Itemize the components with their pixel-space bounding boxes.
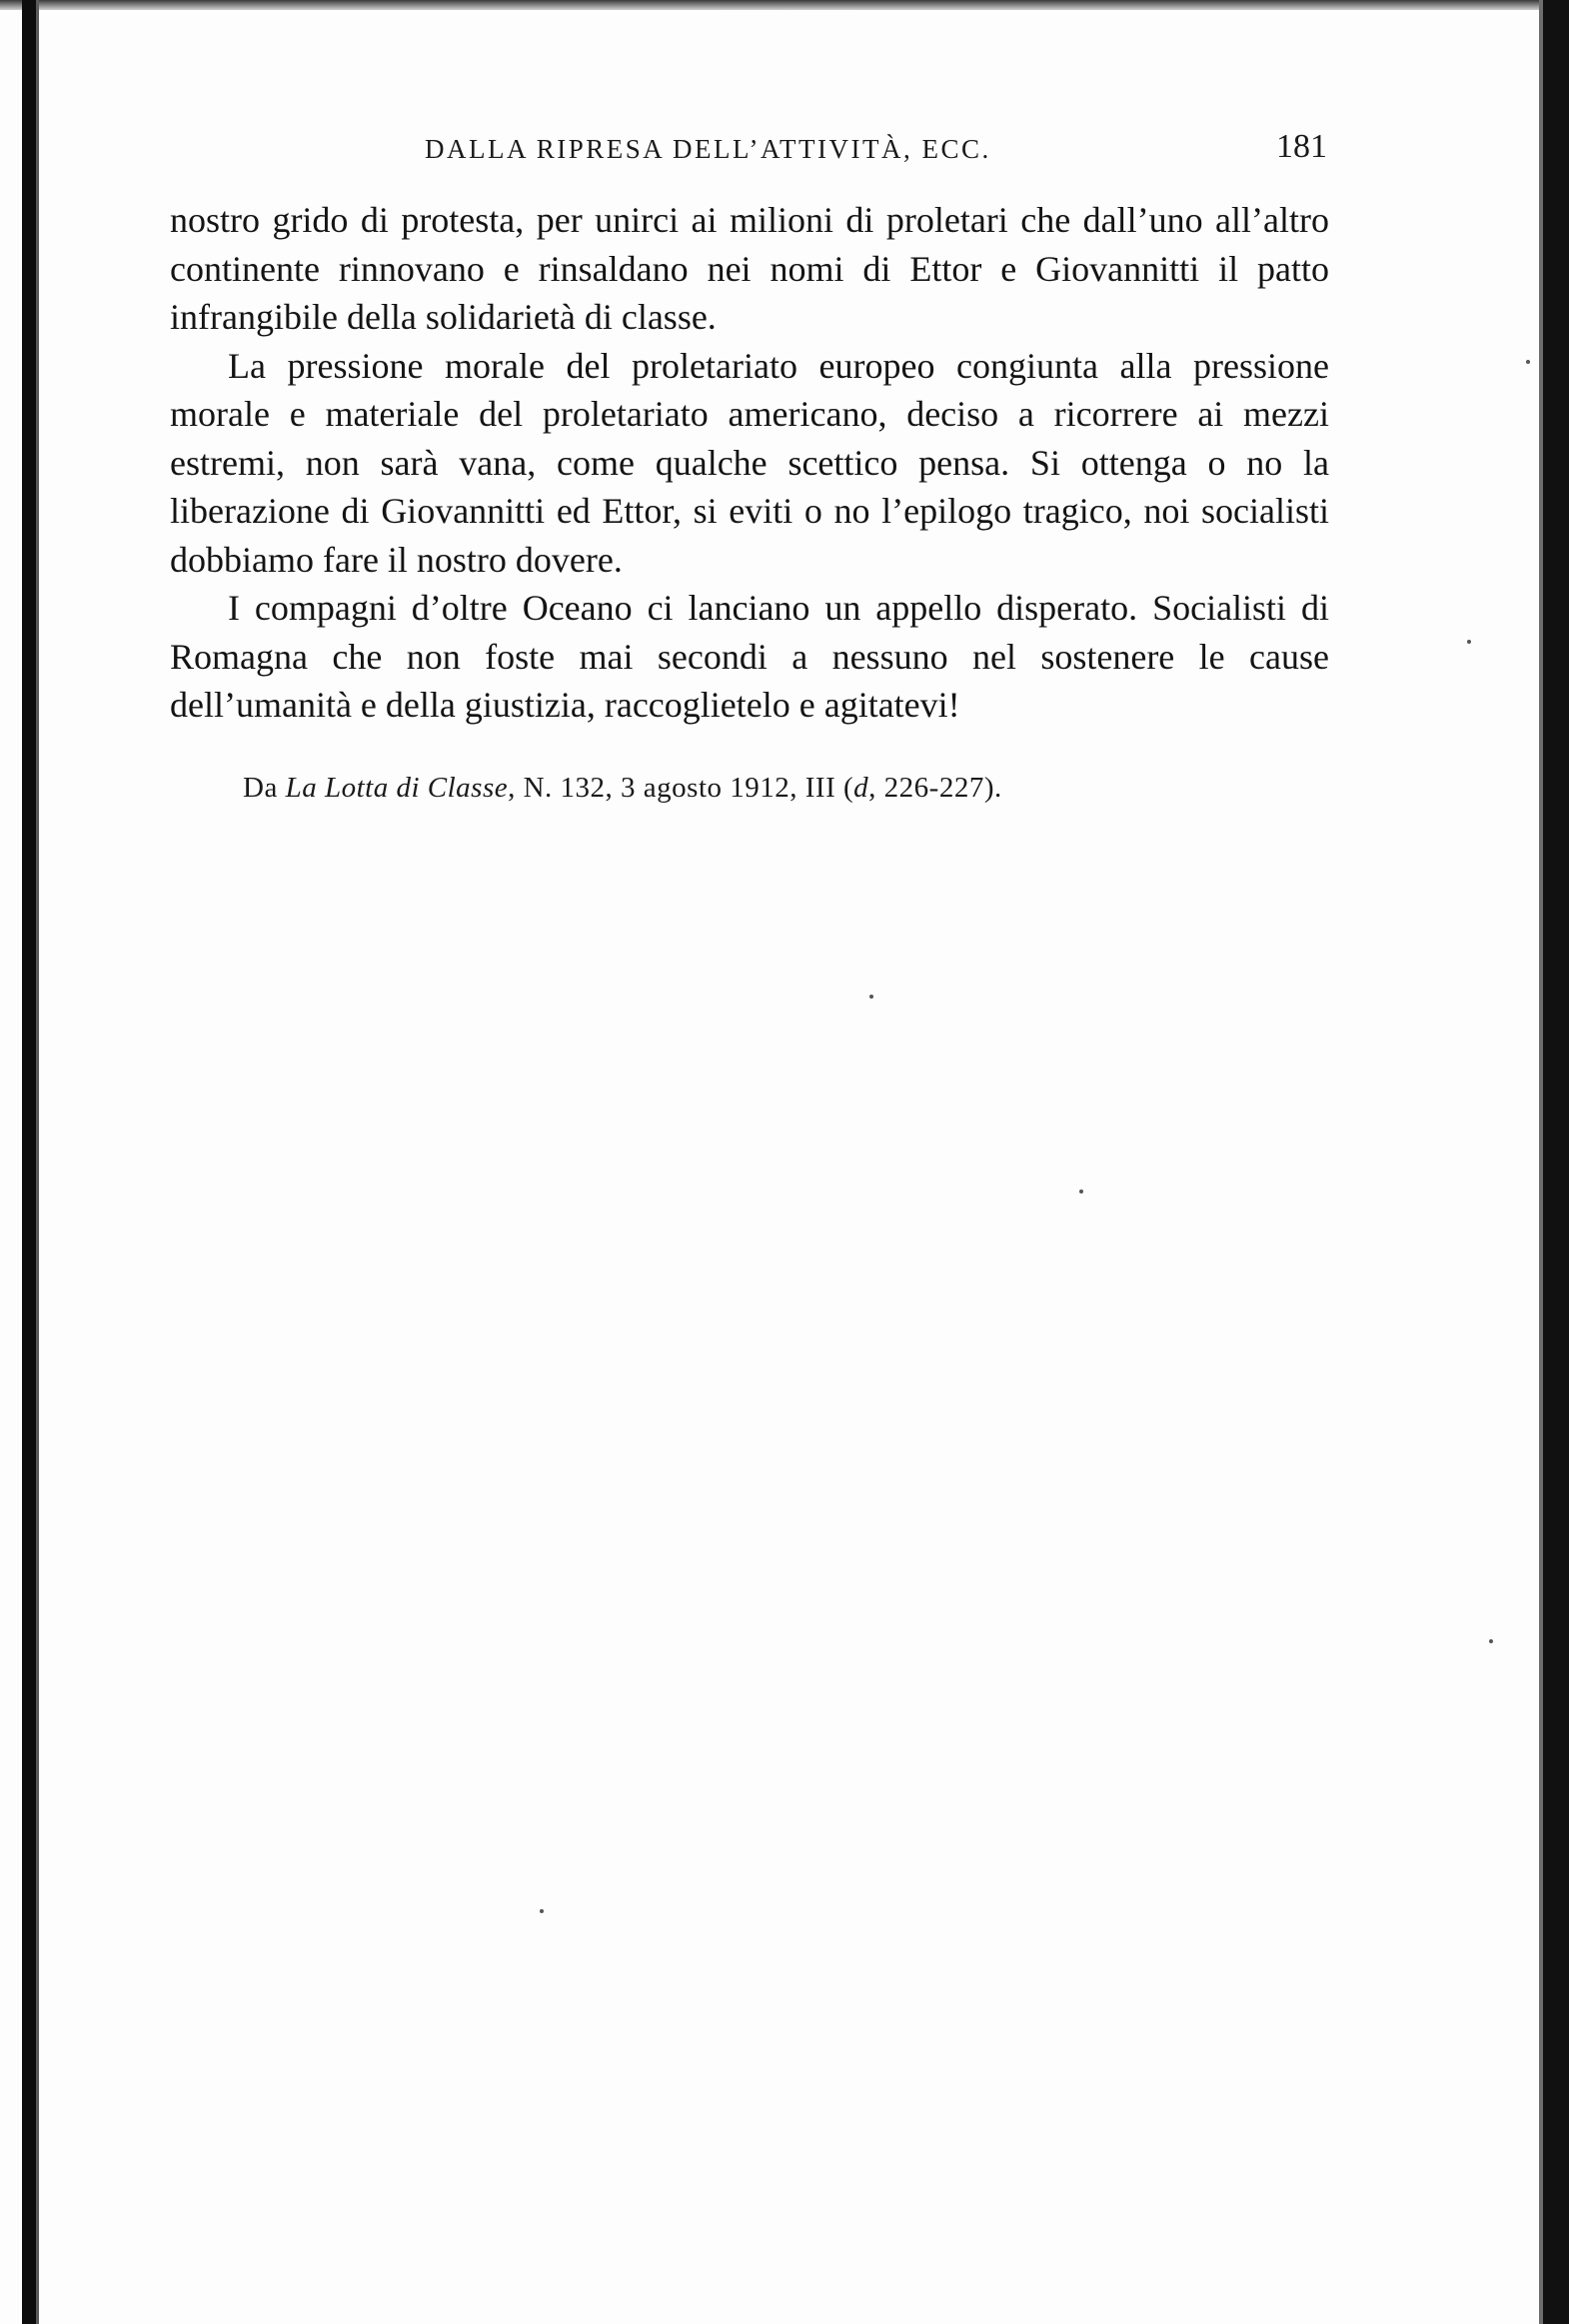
paragraph: nostro grido di protesta, per unirci ai milioni di proletari che dall’uno all’altro continente rinnovano e rinsaldano nei nomi di Ettor e Giovannitti il patto infrangibile della solidarietà di classe. <box>170 200 1329 337</box>
scan-edge-right-shadow <box>1539 0 1543 2324</box>
scan-speck <box>540 1909 544 1913</box>
scan-speck <box>1467 640 1471 644</box>
running-head <box>170 128 1329 178</box>
scan-speck <box>869 995 873 999</box>
scan-speck <box>1526 360 1530 364</box>
source-publication: La Lotta di Classe <box>285 772 509 804</box>
scan-edge-top <box>0 0 1569 10</box>
source-prefix: Da <box>243 772 286 804</box>
source-details: , N. 132, 3 agosto 1912, III ( <box>508 772 854 804</box>
page-number: 181 <box>1276 128 1327 165</box>
scan-speck <box>1489 1639 1493 1643</box>
body-text <box>170 196 1329 730</box>
running-head-title: DALLA RIPRESA DELL’ATTIVITÀ, ECC. <box>425 134 991 164</box>
paragraph: La pressione morale del proletariato europeo congiunta alla pressione morale e materiale del proletariato americano, deciso a ricorrere ai mezzi estremi, non sarà vana, come qualche scettico pensa. Si ottenga o no la liberazione di Giovannitti ed Ettor, si eviti o no l’epilogo tragico, noi socialisti dobbiamo fare il nostro dovere. <box>170 345 1329 580</box>
source-abbrev: d <box>853 772 869 804</box>
source-citation <box>243 772 1002 805</box>
scan-edge-left <box>22 0 36 2324</box>
paragraph: I compagni d’oltre Oceano ci lanciano un appello disperato. Socialisti di Romagna che non foste mai secondi a nessuno nel sostenere le cause dell’umanità e della giustizia, raccoglietelo e agitatevi! <box>170 588 1329 725</box>
scan-edge-right <box>1543 0 1569 2324</box>
scan-speck <box>1079 1189 1083 1193</box>
scan-edge-left-shadow <box>36 0 39 2324</box>
source-pages: , 226-227). <box>868 772 1002 804</box>
